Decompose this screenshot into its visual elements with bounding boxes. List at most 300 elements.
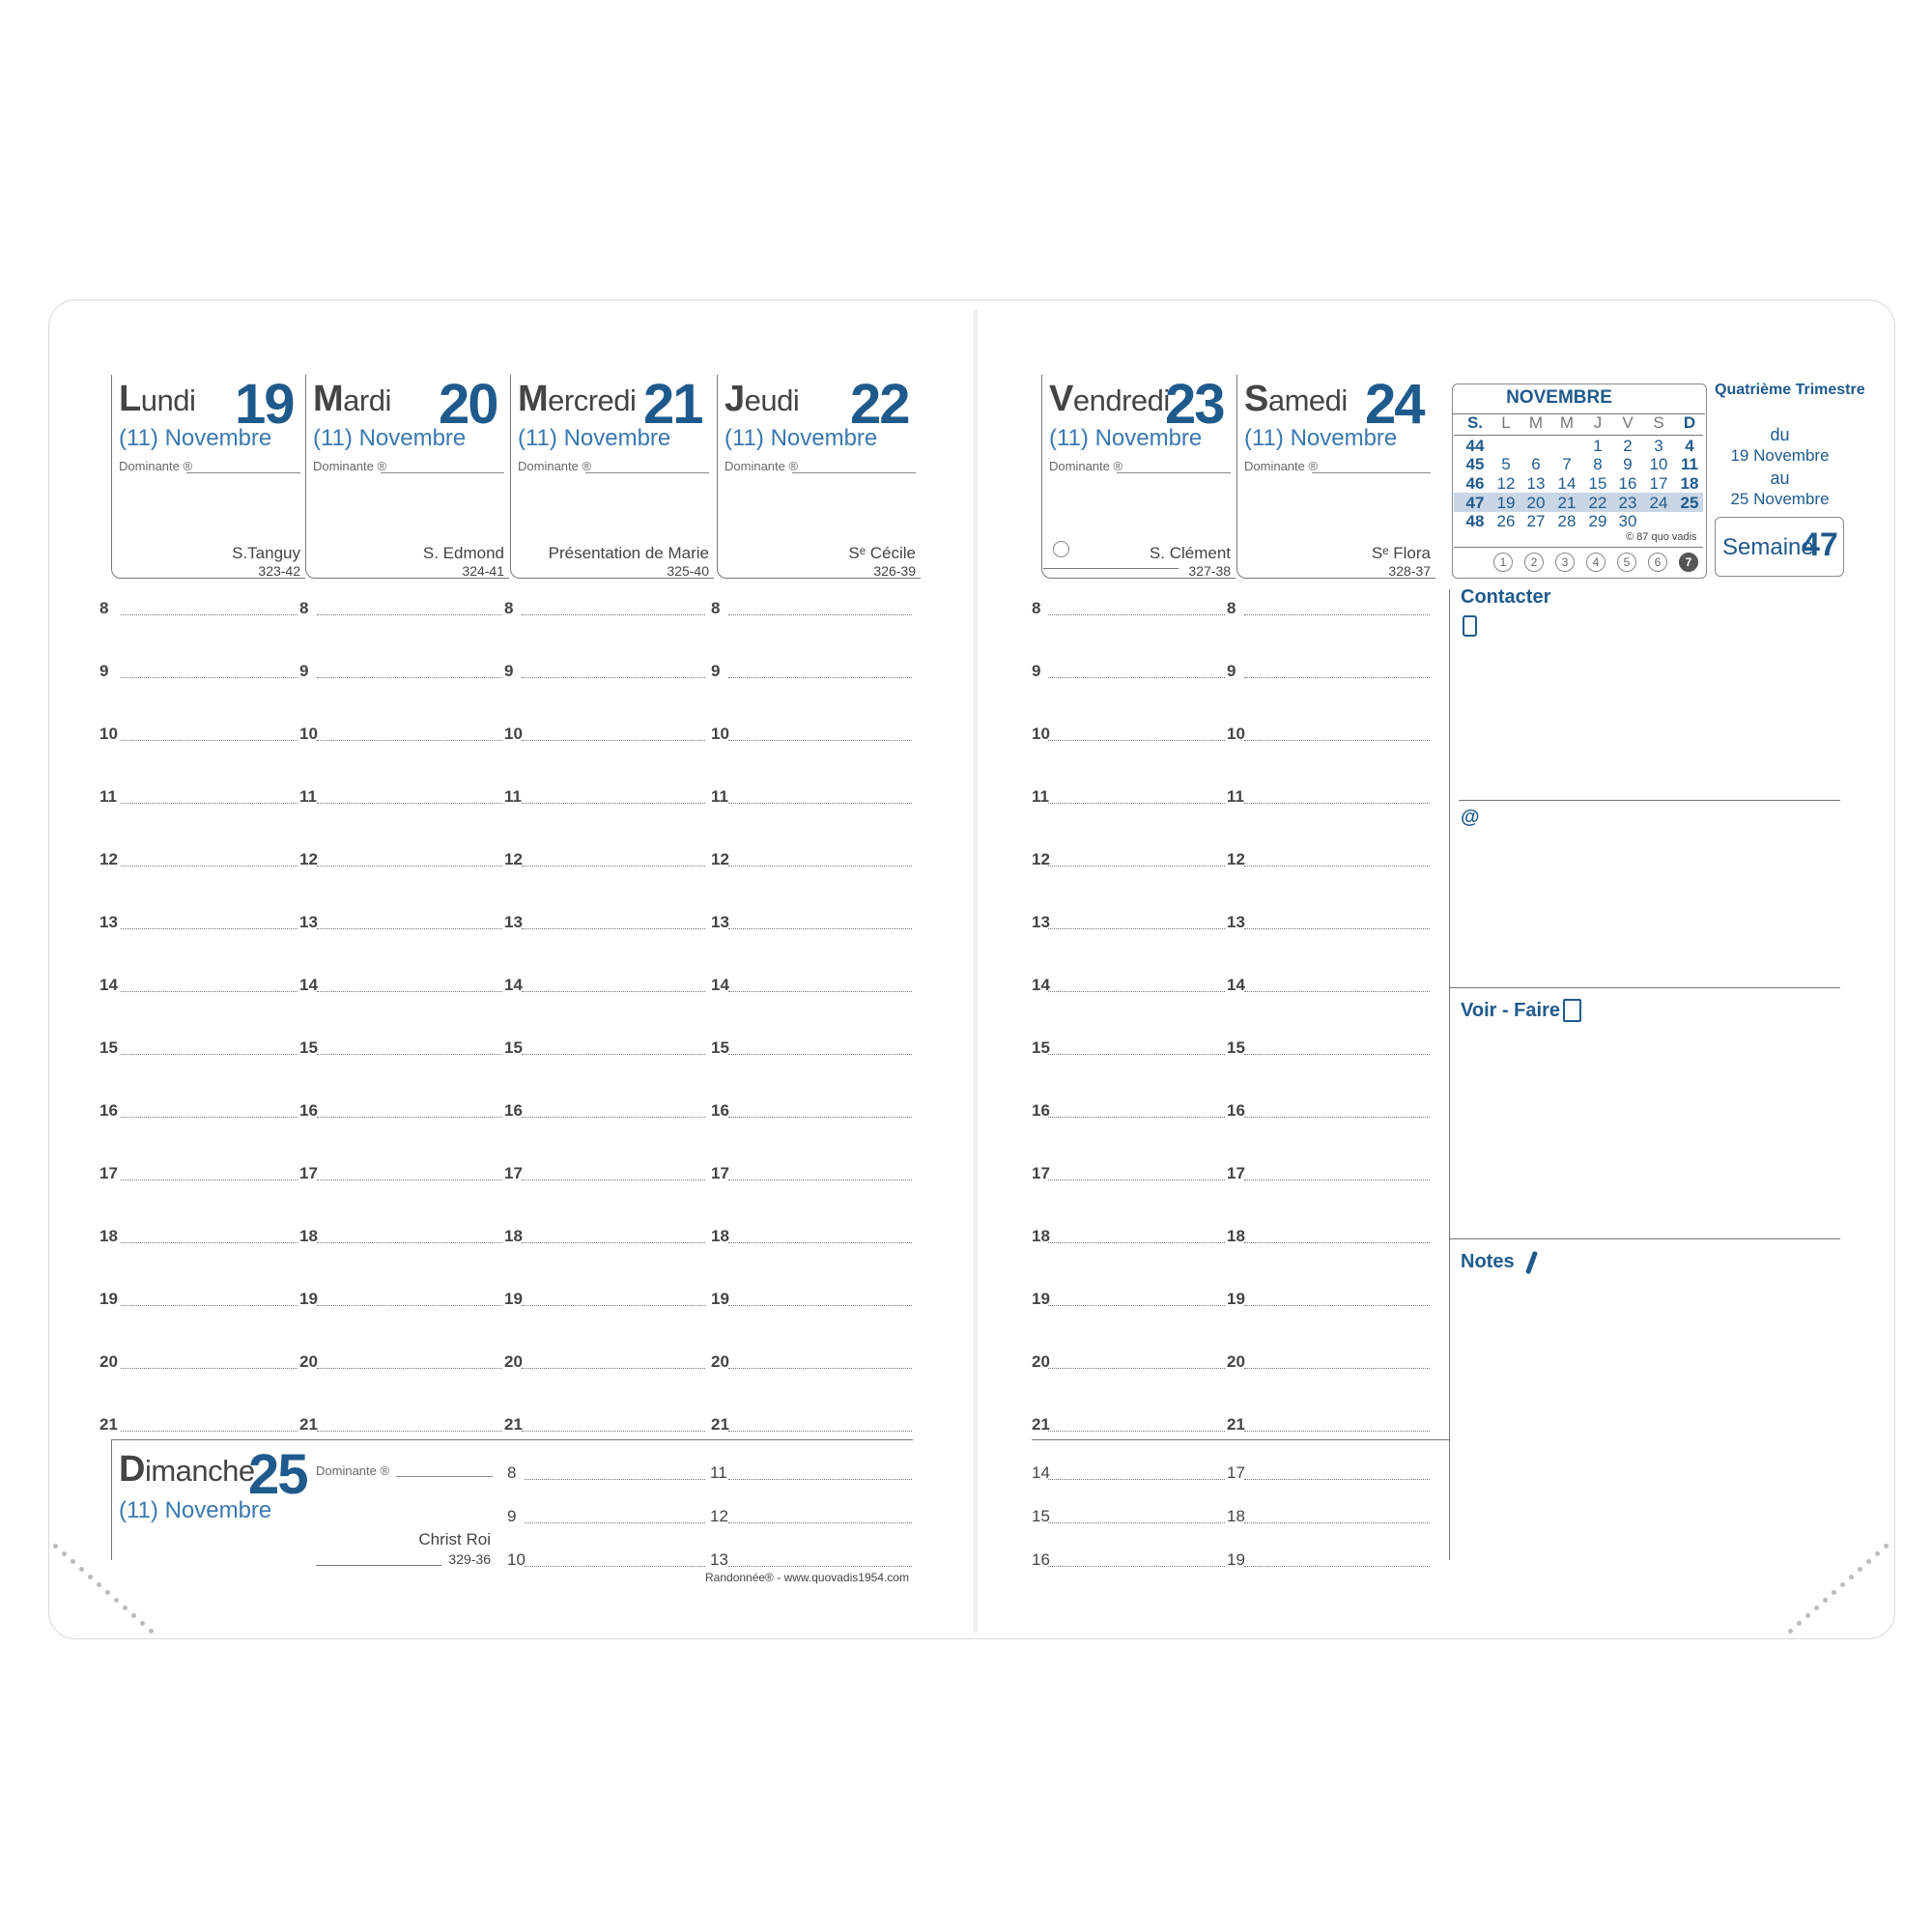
weekday-circle-icon: 3 — [1555, 553, 1575, 572]
hour-label: 11 — [299, 787, 317, 806]
hour-label: 18 — [299, 1227, 318, 1245]
hour-dotted-line — [121, 1305, 298, 1306]
sunday-hour-line — [525, 1479, 705, 1480]
quarter-title: Quatrième Trimestre — [1715, 382, 1865, 398]
spiral-dot — [105, 1590, 110, 1595]
calendar-head: M — [1559, 413, 1575, 432]
hour-label: 21 — [504, 1415, 523, 1434]
sunday-hour-label: 13 — [710, 1550, 728, 1569]
dominante-line — [1312, 472, 1431, 473]
hour-dotted-line — [317, 677, 502, 678]
hour-dotted-line — [121, 1431, 298, 1432]
spiral-dot — [1805, 1613, 1810, 1618]
hour-dotted-line — [522, 1242, 705, 1243]
hour-dotted-line — [121, 1242, 298, 1243]
spiral-dot — [1840, 1582, 1845, 1587]
calendar-cell: 18 — [1680, 474, 1699, 493]
spiral-dot — [97, 1582, 101, 1587]
spiral-dot — [149, 1629, 154, 1634]
hour-label: 9 — [504, 662, 514, 680]
calendar-cell: 13 — [1526, 474, 1546, 493]
hour-label: 12 — [99, 850, 118, 868]
hour-label: 14 — [711, 976, 729, 994]
weekday-circle-icon: 7 — [1679, 553, 1698, 572]
calendar-cell: 12 — [1496, 474, 1516, 493]
hour-label: 12 — [299, 850, 318, 868]
hour-dotted-line — [522, 928, 705, 929]
sunday-month: (11) Novembre — [119, 1497, 272, 1523]
sunday-hour-label: 9 — [507, 1507, 517, 1525]
side-panel-left-line — [1449, 589, 1450, 1560]
hour-dotted-line — [1244, 1431, 1430, 1432]
hour-label: 11 — [504, 787, 522, 806]
hour-dotted-line — [121, 1368, 298, 1369]
spiral-dot — [1866, 1559, 1871, 1564]
spiral-dot — [79, 1567, 84, 1572]
day-month: (11) Novembre — [1244, 425, 1398, 451]
sunday-hour-line — [728, 1566, 912, 1567]
calendar-copyright: © 87 quo vadis — [1626, 531, 1697, 543]
calendar-cell: 7 — [1562, 455, 1572, 473]
calendar-cell: 4 — [1685, 437, 1694, 455]
calendar-circles-line — [1454, 547, 1703, 548]
hour-label: 21 — [99, 1415, 118, 1434]
hour-label: 9 — [1032, 662, 1041, 680]
hour-label: 14 — [1227, 976, 1245, 994]
hour-dotted-line — [317, 1368, 502, 1369]
weekday-circle-icon: 1 — [1493, 553, 1513, 572]
hour-dotted-line — [317, 1054, 502, 1055]
sunday-hour-line — [525, 1566, 705, 1567]
hour-dotted-line — [728, 928, 912, 929]
hour-label: 17 — [504, 1164, 523, 1182]
hour-dotted-line — [121, 614, 298, 615]
calendar-cell: 48 — [1465, 512, 1485, 530]
calendar-head: S — [1653, 413, 1664, 432]
hour-dotted-line — [1244, 803, 1430, 804]
hour-dotted-line — [121, 1179, 298, 1180]
dominante-label: Dominante ® — [1049, 459, 1123, 473]
hour-label: 18 — [99, 1227, 118, 1245]
hour-label: 10 — [299, 724, 318, 743]
sunday-hour-label: 10 — [507, 1550, 526, 1569]
hour-label: 13 — [504, 913, 523, 931]
calendar-head: M — [1528, 413, 1544, 432]
calendar-cell: 3 — [1654, 437, 1663, 455]
todo-line — [1449, 1238, 1840, 1239]
hour-dotted-line — [728, 991, 912, 992]
calendar-cell: 46 — [1465, 474, 1485, 493]
calendar-head: S. — [1466, 413, 1484, 432]
hour-dotted-line — [317, 866, 502, 867]
calendar-head: D — [1683, 413, 1696, 432]
extra-hour-label: 17 — [1227, 1463, 1245, 1482]
extra-hour-line — [1048, 1522, 1225, 1523]
extra-hour-line — [1048, 1566, 1225, 1567]
extra-hour-label: 18 — [1227, 1507, 1245, 1525]
hour-label: 8 — [99, 599, 109, 617]
hour-dotted-line — [121, 928, 298, 929]
calendar-cell: 22 — [1588, 494, 1607, 512]
page-fold — [974, 309, 978, 1633]
calendar-cell: 24 — [1649, 494, 1668, 512]
saint-name: S.Tanguy — [232, 544, 300, 562]
hour-dotted-line — [1244, 1368, 1430, 1369]
moon-circle-icon — [1053, 541, 1069, 557]
hour-dotted-line — [317, 1179, 502, 1180]
calendar-cell: 20 — [1526, 494, 1546, 512]
weekday-circle-icon: 2 — [1524, 553, 1544, 572]
hour-label: 16 — [1032, 1101, 1050, 1120]
hour-label: 18 — [1227, 1227, 1245, 1245]
hour-dotted-line — [317, 1305, 502, 1306]
calendar-cell: 26 — [1496, 512, 1516, 530]
day-name: Vendredi — [1049, 379, 1170, 419]
day-month: (11) Novembre — [119, 425, 272, 451]
hour-dotted-line — [1244, 677, 1430, 678]
hour-dotted-line — [317, 614, 502, 615]
hour-label: 16 — [504, 1101, 523, 1120]
hour-label: 13 — [299, 913, 318, 931]
notes-title: Notes — [1461, 1251, 1515, 1272]
day-name: Lundi — [119, 379, 196, 419]
hour-dotted-line — [1048, 677, 1225, 678]
calendar-cell: 28 — [1557, 512, 1577, 530]
footer-text: Randonnée® - www.quovadis1954.com — [705, 1571, 909, 1584]
sunday-code-line — [316, 1565, 441, 1566]
quarter-au: au — [1770, 469, 1790, 488]
quarter-du: du — [1770, 425, 1790, 444]
hour-label: 18 — [711, 1227, 729, 1245]
calendar-cell: 10 — [1649, 455, 1668, 473]
day-month: (11) Novembre — [518, 425, 671, 451]
spiral-dot — [1823, 1598, 1828, 1603]
saint-name: Présentation de Marie — [548, 544, 709, 562]
hour-label: 17 — [1227, 1164, 1245, 1182]
extra-hour-line — [1244, 1566, 1430, 1567]
hour-label: 21 — [299, 1415, 318, 1434]
sunday-saint: Christ Roi — [418, 1530, 491, 1548]
hour-label: 9 — [299, 662, 309, 680]
calendar-title: NOVEMBRE — [1506, 387, 1612, 408]
hour-dotted-line — [1244, 614, 1430, 615]
hour-label: 16 — [1227, 1101, 1245, 1120]
hour-label: 20 — [299, 1352, 318, 1371]
week-label: Semaine — [1722, 534, 1814, 560]
hour-dotted-line — [1048, 1054, 1225, 1055]
calendar-cell: 17 — [1649, 474, 1668, 493]
hour-label: 8 — [1032, 599, 1041, 617]
vendredi-base-line — [1043, 568, 1179, 569]
hour-dotted-line — [1048, 866, 1225, 867]
hour-label: 8 — [504, 599, 514, 617]
hour-dotted-line — [1048, 1179, 1225, 1180]
hour-label: 12 — [711, 850, 729, 868]
hour-dotted-line — [728, 1368, 912, 1369]
sunday-top-line — [111, 1439, 913, 1440]
sunday-code: 329-36 — [448, 1551, 491, 1567]
email-at-icon: @ — [1461, 807, 1480, 828]
contact-line — [1459, 800, 1840, 801]
hour-dotted-line — [1048, 991, 1225, 992]
day-number: 21 — [643, 373, 702, 436]
extra-hour-line — [1048, 1479, 1225, 1480]
extra-hour-label: 15 — [1032, 1507, 1050, 1525]
saint-name: Sᵉ Cécile — [848, 544, 916, 562]
hour-dotted-line — [522, 1117, 705, 1118]
calendar-cell: 1 — [1593, 437, 1603, 455]
calendar-cell: 21 — [1557, 494, 1577, 512]
spiral-dot — [140, 1621, 145, 1626]
spiral-dot — [1858, 1567, 1862, 1572]
day-month: (11) Novembre — [313, 425, 467, 451]
hour-label: 19 — [1032, 1290, 1050, 1308]
day-number: 24 — [1365, 373, 1424, 436]
hour-label: 8 — [1227, 599, 1236, 617]
hour-label: 19 — [711, 1290, 729, 1308]
spiral-dot — [114, 1598, 119, 1603]
hour-label: 10 — [504, 724, 523, 743]
calendar-cell: 5 — [1501, 455, 1511, 473]
hour-label: 20 — [99, 1352, 118, 1371]
calendar-cell: 14 — [1557, 474, 1577, 493]
day-code: 324-41 — [462, 563, 504, 579]
day-code: 328-37 — [1388, 563, 1431, 579]
hour-dotted-line — [728, 803, 912, 804]
day-code: 323-42 — [258, 563, 300, 579]
hour-label: 10 — [99, 724, 118, 743]
hour-label: 13 — [1227, 913, 1245, 931]
extra-hour-line — [1244, 1479, 1430, 1480]
calendar-cell: 8 — [1593, 455, 1603, 473]
day-name: Jeudi — [724, 379, 800, 419]
hour-label: 21 — [1227, 1415, 1245, 1434]
extra-hour-line — [1244, 1522, 1430, 1523]
day-name: Mardi — [313, 379, 391, 419]
hour-label: 15 — [711, 1038, 729, 1057]
weekday-circle-icon: 4 — [1586, 553, 1605, 572]
hour-label: 15 — [299, 1038, 318, 1057]
weekday-circle-icon: 5 — [1617, 553, 1636, 572]
sunday-left-line — [111, 1439, 112, 1560]
hour-dotted-line — [317, 740, 502, 741]
hour-dotted-line — [121, 740, 298, 741]
dominante-label: Dominante ® — [119, 459, 193, 473]
dominante-label: Dominante ® — [313, 459, 387, 473]
extra-hour-label: 14 — [1032, 1463, 1050, 1482]
spiral-dot — [1884, 1544, 1889, 1548]
hour-dotted-line — [121, 1054, 298, 1055]
sunday-hour-label: 11 — [710, 1463, 727, 1482]
hour-dotted-line — [522, 1368, 705, 1369]
spiral-dot — [1849, 1575, 1854, 1579]
hour-dotted-line — [1244, 928, 1430, 929]
day-month: (11) Novembre — [724, 425, 878, 451]
hour-dotted-line — [728, 614, 912, 615]
right-bottom-top-line — [1032, 1439, 1449, 1440]
hour-dotted-line — [522, 1179, 705, 1180]
hour-dotted-line — [1048, 803, 1225, 804]
hour-label: 17 — [99, 1164, 118, 1182]
day-name: Mercredi — [518, 379, 637, 419]
hour-dotted-line — [1244, 740, 1430, 741]
hour-label: 20 — [1227, 1352, 1245, 1371]
contact-title: Contacter — [1461, 586, 1551, 608]
spiral-dot — [131, 1613, 136, 1618]
hour-label: 15 — [504, 1038, 523, 1057]
hour-dotted-line — [317, 1431, 502, 1432]
hour-label: 12 — [504, 850, 523, 868]
calendar-cell: 30 — [1618, 512, 1637, 530]
spiral-dot — [71, 1559, 75, 1564]
hour-label: 15 — [1032, 1038, 1050, 1057]
calendar-cell: 19 — [1496, 494, 1516, 512]
hour-label: 18 — [1032, 1227, 1050, 1245]
hour-dotted-line — [1048, 1431, 1225, 1432]
spiral-dot — [1797, 1621, 1802, 1626]
hour-label: 16 — [99, 1101, 118, 1120]
dominante-label: Dominante ® — [1244, 459, 1319, 473]
hour-label: 9 — [711, 662, 721, 680]
hour-label: 13 — [99, 913, 118, 931]
hour-label: 16 — [299, 1101, 318, 1120]
calendar-cell: 23 — [1618, 494, 1637, 512]
hour-label: 9 — [99, 662, 109, 680]
spiral-dot — [88, 1575, 93, 1579]
hour-dotted-line — [1244, 1054, 1430, 1055]
hour-dotted-line — [728, 1431, 912, 1432]
hour-label: 11 — [711, 787, 728, 806]
hour-label: 15 — [1227, 1038, 1245, 1057]
hour-dotted-line — [317, 928, 502, 929]
hour-label: 11 — [99, 787, 117, 806]
day-month: (11) Novembre — [1049, 425, 1203, 451]
sunday-number: 25 — [248, 1443, 307, 1506]
sunday-hour-label: 12 — [710, 1507, 728, 1525]
calendar-cell: 44 — [1465, 437, 1485, 455]
hour-label: 14 — [504, 976, 523, 994]
dominante-label: Dominante ® — [518, 459, 592, 473]
hour-dotted-line — [1048, 928, 1225, 929]
spiral-dot — [123, 1605, 128, 1610]
hour-dotted-line — [317, 1242, 502, 1243]
dominante-label: Dominante ® — [724, 459, 799, 473]
calendar-head: J — [1593, 413, 1603, 432]
hour-dotted-line — [522, 1054, 705, 1055]
day-number: 20 — [439, 373, 497, 436]
calendar-head: V — [1622, 413, 1634, 432]
sunday-hour-line — [728, 1479, 912, 1480]
sunday-dominante-line — [396, 1476, 493, 1477]
hour-label: 21 — [711, 1415, 729, 1434]
hour-label: 8 — [299, 599, 309, 617]
hour-dotted-line — [728, 1054, 912, 1055]
hour-label: 13 — [1032, 913, 1050, 931]
hour-dotted-line — [728, 1179, 912, 1180]
calendar-cell: 15 — [1588, 474, 1607, 493]
hour-label: 14 — [99, 976, 118, 994]
day-number: 22 — [850, 373, 909, 436]
hour-label: 20 — [711, 1352, 729, 1371]
hour-dotted-line — [1048, 1368, 1225, 1369]
hour-dotted-line — [728, 1242, 912, 1243]
hour-label: 11 — [1032, 787, 1049, 806]
hour-label: 11 — [1227, 787, 1244, 806]
dominante-line — [792, 472, 916, 473]
hour-dotted-line — [728, 866, 912, 867]
spiral-dot — [1788, 1629, 1793, 1634]
calendar-cell: 29 — [1588, 512, 1607, 530]
hour-label: 9 — [1227, 662, 1236, 680]
hour-label: 15 — [99, 1038, 118, 1057]
hour-label: 18 — [504, 1227, 523, 1245]
hour-dotted-line — [522, 740, 705, 741]
hour-dotted-line — [522, 614, 705, 615]
calendar-cell: 9 — [1623, 455, 1633, 473]
hour-dotted-line — [317, 803, 502, 804]
hour-label: 20 — [504, 1352, 523, 1371]
calendar-head: L — [1501, 413, 1511, 432]
hour-label: 17 — [299, 1164, 318, 1182]
hour-dotted-line — [121, 677, 298, 678]
hour-dotted-line — [1048, 1242, 1225, 1243]
calendar-cell: 45 — [1465, 455, 1485, 473]
hour-dotted-line — [522, 1431, 705, 1432]
calendar-head-line — [1454, 435, 1703, 436]
saint-name: S. Clément — [1149, 544, 1231, 562]
todo-title: Voir - Faire — [1461, 1000, 1560, 1021]
hour-label: 19 — [99, 1290, 118, 1308]
spiral-dot — [1875, 1551, 1880, 1556]
hour-dotted-line — [121, 1117, 298, 1118]
hour-label: 12 — [1227, 850, 1245, 868]
hour-dotted-line — [1048, 1117, 1225, 1118]
email-line — [1449, 987, 1840, 988]
phone-icon — [1463, 615, 1477, 637]
quarter-to: 25 Novembre — [1730, 490, 1830, 508]
day-code: 327-38 — [1188, 563, 1231, 579]
day-number: 23 — [1165, 373, 1224, 436]
spiral-dot — [1814, 1605, 1819, 1610]
hour-label: 14 — [299, 976, 318, 994]
extra-hour-label: 16 — [1032, 1550, 1050, 1569]
spiral-dot — [62, 1551, 67, 1556]
sunday-dominante: Dominante ® — [316, 1463, 390, 1478]
hour-label: 17 — [711, 1164, 729, 1182]
weekday-circle-icon: 6 — [1648, 553, 1667, 572]
hour-dotted-line — [522, 866, 705, 867]
day-code: 326-39 — [873, 563, 916, 579]
sunday-name: Dimanche — [119, 1449, 255, 1490]
week-number: 47 — [1802, 526, 1838, 563]
calendar-cell: 27 — [1526, 512, 1546, 530]
hour-dotted-line — [1244, 1117, 1430, 1118]
calendar-cell: 16 — [1618, 474, 1637, 493]
hour-label: 10 — [1032, 724, 1050, 743]
spiral-dot — [1832, 1590, 1836, 1595]
hour-dotted-line — [728, 1117, 912, 1118]
hour-label: 16 — [711, 1101, 729, 1120]
hour-label: 19 — [504, 1290, 523, 1308]
dominante-line — [1117, 472, 1231, 473]
hour-label: 13 — [711, 913, 729, 931]
hour-dotted-line — [1244, 991, 1430, 992]
calendar-cell: 25 — [1680, 494, 1699, 512]
hour-dotted-line — [1244, 866, 1430, 867]
hour-dotted-line — [1244, 1242, 1430, 1243]
dominante-line — [186, 472, 300, 473]
hour-dotted-line — [1244, 1179, 1430, 1180]
